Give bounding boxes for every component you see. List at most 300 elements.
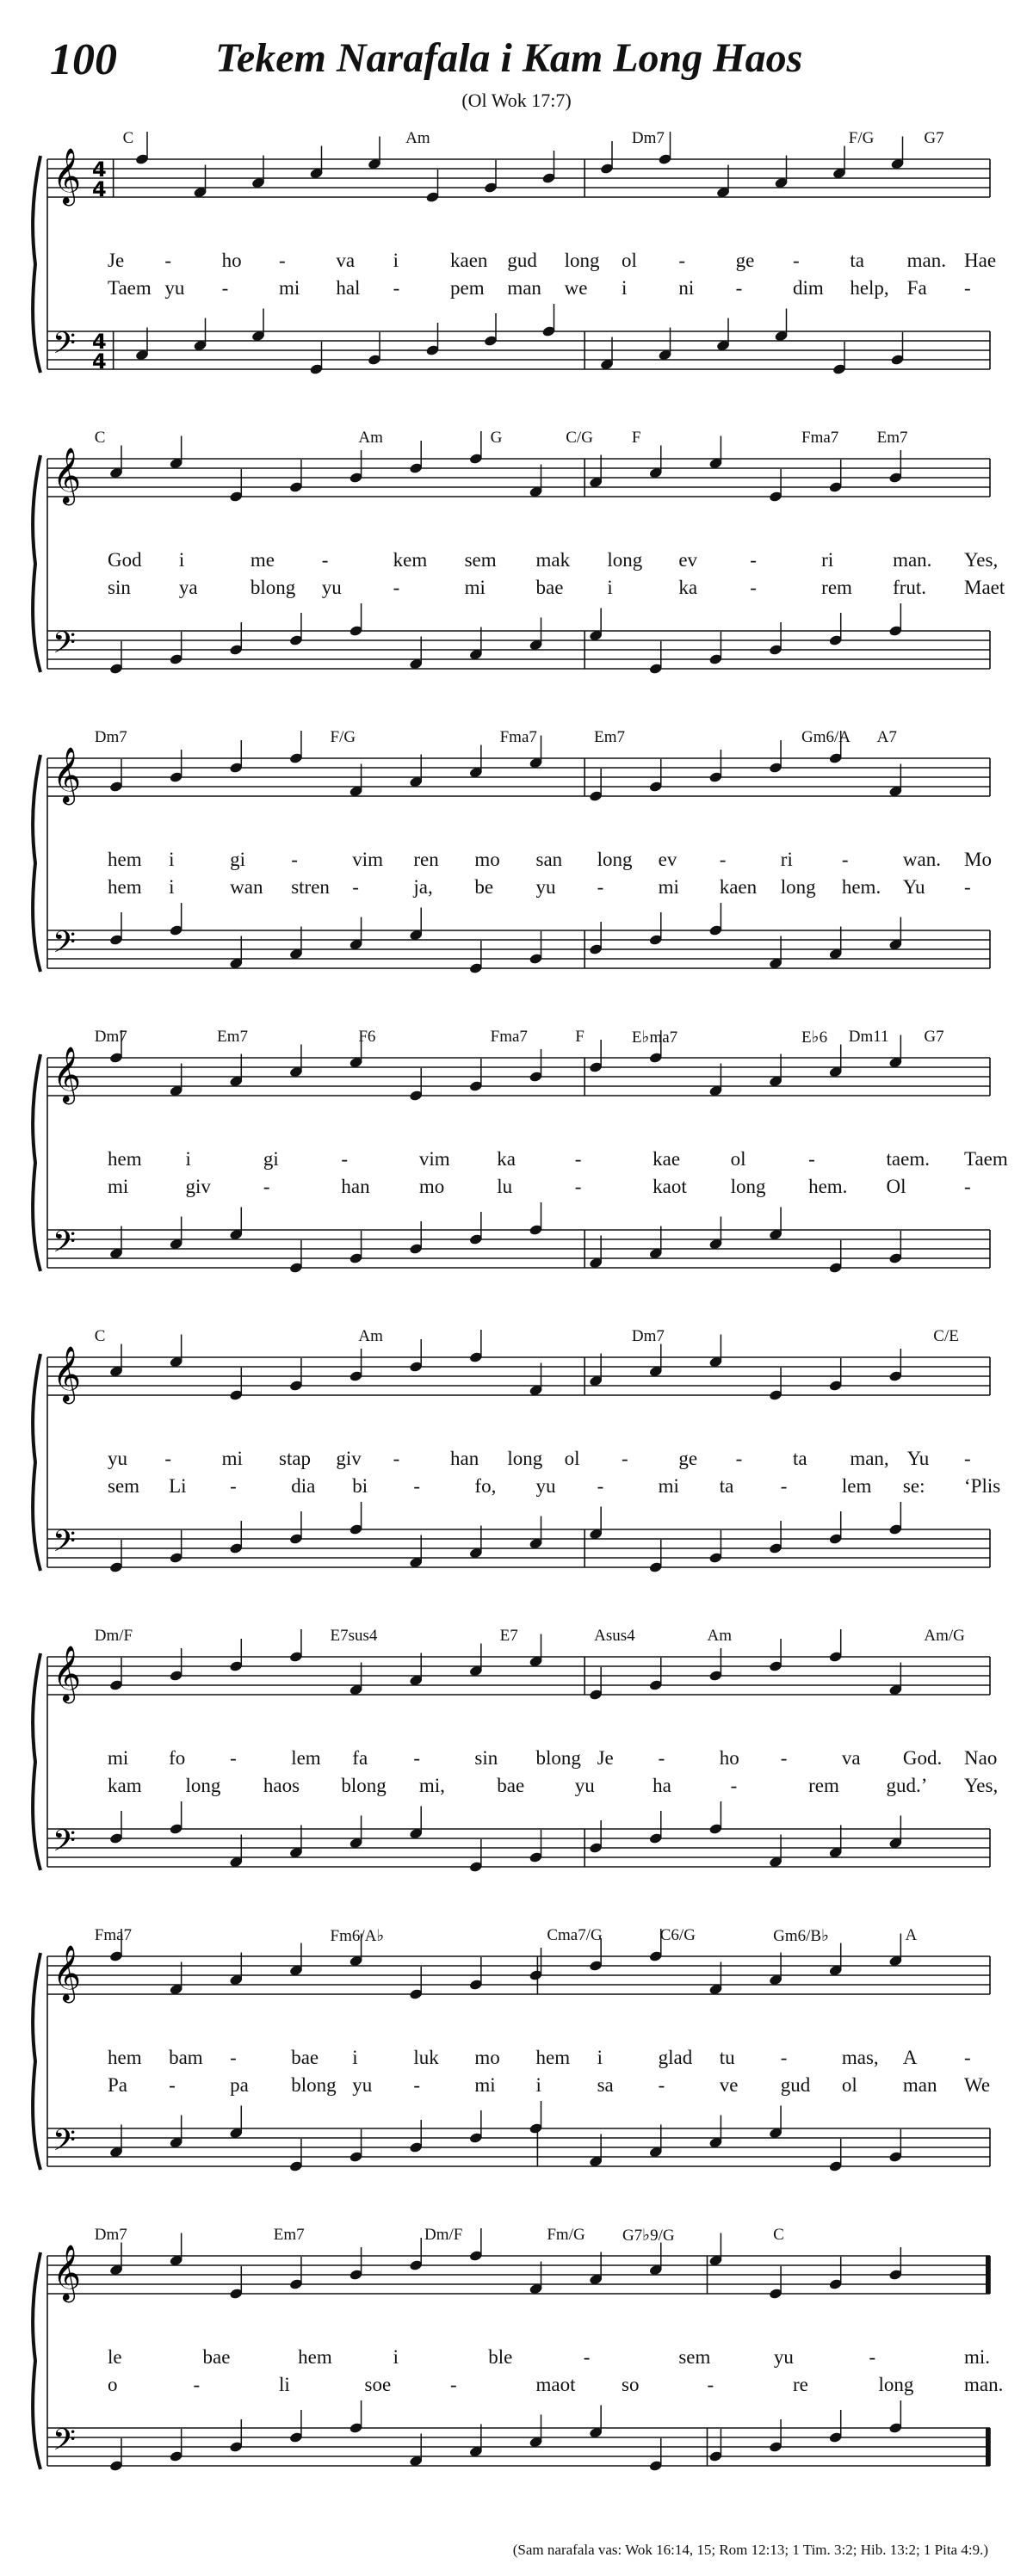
chord-symbol: F/G xyxy=(330,728,356,746)
chord-symbol: F xyxy=(575,1028,585,1046)
chord-symbol: Fm/G xyxy=(547,2226,585,2244)
lyric-syllable: bae xyxy=(291,2047,319,2068)
lyric-syllable: - xyxy=(597,876,604,898)
lyric-syllable: man xyxy=(507,277,541,299)
lyric-syllable: frut. xyxy=(893,577,927,598)
final-barline xyxy=(986,2256,990,2294)
lyric-syllable: sin xyxy=(108,577,131,598)
lyric-syllable: gud xyxy=(780,2074,811,2096)
lyric-syllable: ta xyxy=(793,1448,807,1469)
chord-symbol: Dm7 xyxy=(94,1028,127,1046)
lyric-syllable: i xyxy=(393,250,399,271)
lyric-syllable: - xyxy=(964,1448,971,1469)
lyric-syllable: Taem xyxy=(108,277,152,299)
chord-symbol: Em7 xyxy=(594,728,625,746)
lyric-syllable: hem. xyxy=(808,1176,848,1197)
lyric-syllable: ev xyxy=(658,849,677,870)
lyric-syllable: kaen xyxy=(719,876,758,898)
lyric-syllable: - xyxy=(164,250,171,271)
chord-symbol: F/G xyxy=(848,129,875,147)
lyric-verse-1 xyxy=(0,1448,1033,1472)
lyric-syllable: pem xyxy=(450,277,485,299)
lyric-syllable: - xyxy=(780,1747,788,1769)
chord-symbol: G xyxy=(490,429,503,447)
lyric-syllable: kaen xyxy=(450,250,488,271)
lyric-syllable: hem xyxy=(108,1148,142,1170)
lyric-verse-2 xyxy=(0,577,1033,601)
lyric-syllable: mi xyxy=(221,1448,243,1469)
lyric-verse-1 xyxy=(0,549,1033,573)
lyric-syllable: i xyxy=(169,849,175,870)
bass-staff xyxy=(47,304,990,375)
lyric-syllable: lem xyxy=(841,1475,872,1497)
lyric-syllable: kae xyxy=(653,1148,681,1170)
lyric-syllable: - xyxy=(230,1475,237,1497)
lyric-syllable: ja, xyxy=(413,876,433,898)
treble-staff xyxy=(47,1929,990,2003)
lyric-syllable: - xyxy=(321,549,329,571)
lyric-syllable: - xyxy=(341,1148,349,1170)
lyric-syllable: mi xyxy=(108,1176,129,1197)
chord-symbol: Dm11 xyxy=(848,1028,889,1046)
lyric-syllable: bae xyxy=(497,1775,525,1796)
lyric-syllable: mo xyxy=(474,2047,500,2068)
lyric-syllable: man. xyxy=(906,250,947,271)
lyric-verse-2 xyxy=(0,1775,1033,1799)
lyric-syllable: taem. xyxy=(886,1148,930,1170)
time-signature-bottom: 4 xyxy=(92,349,107,374)
lyric-syllable: - xyxy=(622,1448,628,1469)
chord-symbol: C6/G xyxy=(659,1926,696,1944)
chord-symbol: Am/G xyxy=(924,1627,965,1645)
lyric-syllable: - xyxy=(964,1176,971,1197)
lyric-syllable: hem xyxy=(535,2047,571,2068)
lyric-syllable: - xyxy=(583,2346,591,2368)
final-barline xyxy=(986,2428,990,2466)
chord-symbol: Fma7 xyxy=(94,1926,133,1944)
time-signature-bottom: 4 xyxy=(92,177,107,201)
lyric-syllable: han xyxy=(341,1176,370,1197)
lyric-syllable: kam xyxy=(108,1775,142,1796)
treble-staff xyxy=(47,2228,990,2302)
lyric-syllable: vim xyxy=(352,849,384,870)
lyric-syllable: lem xyxy=(291,1747,321,1769)
lyric-syllable: Pa xyxy=(108,2074,127,2096)
lyric-syllable: - xyxy=(869,2346,876,2368)
lyric-syllable: ev xyxy=(678,549,698,571)
lyric-syllable: han xyxy=(450,1448,479,1469)
lyric-verse-2 xyxy=(0,277,1033,301)
bass-staff xyxy=(47,1801,990,1873)
lyric-syllable: - xyxy=(574,1148,582,1170)
lyric-syllable: rem xyxy=(808,1775,839,1796)
lyric-syllable: Je xyxy=(108,250,125,271)
bass-clef: 𝄢 xyxy=(53,325,77,368)
lyric-syllable: maot xyxy=(535,2374,576,2395)
lyric-syllable: mak xyxy=(535,549,571,571)
lyric-syllable: ka xyxy=(497,1148,516,1170)
lyric-syllable: li xyxy=(279,2374,290,2395)
lyric-syllable: - xyxy=(658,1747,665,1769)
lyric-syllable: va xyxy=(336,250,356,271)
lyric-syllable: ta xyxy=(850,250,864,271)
lyric-syllable: i xyxy=(535,2074,541,2096)
chord-symbol: Dm/F xyxy=(94,1627,133,1645)
time-signature-top: 4 xyxy=(92,158,107,182)
chord-symbol: G7 xyxy=(924,129,944,147)
lyric-syllable: - xyxy=(841,849,849,870)
lyric-syllable: ol xyxy=(730,1148,746,1170)
lyric-syllable: - xyxy=(413,1747,421,1769)
lyric-syllable: le xyxy=(108,2346,122,2368)
lyric-syllable: - xyxy=(574,1176,582,1197)
chord-symbol: Gm6/A xyxy=(801,728,851,746)
lyric-syllable: ri xyxy=(821,549,834,571)
lyric-syllable: i xyxy=(185,1148,191,1170)
lyric-syllable: vim xyxy=(418,1148,450,1170)
lyric-syllable: - xyxy=(169,2074,176,2096)
chord-symbol: Am xyxy=(405,129,430,147)
lyric-syllable: man xyxy=(902,2074,937,2096)
chord-symbol: E7sus4 xyxy=(330,1627,378,1645)
lyric-syllable: i xyxy=(597,2047,603,2068)
lyric-syllable: gi xyxy=(230,849,246,870)
lyric-syllable: Ol xyxy=(886,1176,906,1197)
lyric-syllable: Yu xyxy=(902,876,925,898)
music-system xyxy=(0,728,1033,1021)
lyric-syllable: ge xyxy=(678,1448,698,1469)
lyric-syllable: hem xyxy=(108,849,142,870)
chord-symbol: C xyxy=(94,1327,106,1345)
chord-symbol: Dm7 xyxy=(631,129,665,147)
lyric-syllable: ol xyxy=(622,250,637,271)
lyric-syllable: Taem xyxy=(964,1148,1008,1170)
lyric-syllable: yu xyxy=(535,876,556,898)
lyric-syllable: luk xyxy=(413,2047,439,2068)
chord-symbol: Em7 xyxy=(217,1028,248,1046)
lyric-syllable: - xyxy=(678,250,685,271)
bass-staff xyxy=(47,2400,990,2472)
music-system xyxy=(0,2226,1033,2518)
chord-symbol: Fma7 xyxy=(499,728,537,746)
lyric-syllable: - xyxy=(393,1448,400,1469)
bass-clef: 𝄢 xyxy=(53,2122,77,2165)
lyric-syllable: kaot xyxy=(653,1176,687,1197)
lyric-syllable: long xyxy=(507,1448,543,1469)
lyric-syllable: long xyxy=(185,1775,221,1796)
lyric-syllable: - xyxy=(750,549,757,571)
lyric-syllable: long xyxy=(597,849,633,870)
treble-staff xyxy=(47,1330,990,1404)
lyric-syllable: sin xyxy=(474,1747,498,1769)
lyric-syllable: - xyxy=(193,2374,201,2395)
time-signature-top: 4 xyxy=(92,330,107,354)
music-system xyxy=(0,129,1033,422)
lyric-syllable: - xyxy=(730,1775,738,1796)
lyric-verse-2 xyxy=(0,1475,1033,1499)
lyric-syllable: - xyxy=(964,277,971,299)
lyric-syllable: bi xyxy=(352,1475,368,1497)
lyric-syllable: va xyxy=(841,1747,861,1769)
lyric-verse-1 xyxy=(0,2047,1033,2071)
lyric-syllable: long xyxy=(564,250,600,271)
treble-staff xyxy=(47,431,990,505)
scripture-reference: (Ol Wok 17:7) xyxy=(461,90,572,111)
lyric-syllable: - xyxy=(393,577,400,598)
lyric-syllable: i xyxy=(607,577,613,598)
lyric-verse-1 xyxy=(0,849,1033,873)
lyric-syllable: giv xyxy=(336,1448,362,1469)
lyric-syllable: ol xyxy=(564,1448,580,1469)
lyric-syllable: mi xyxy=(464,577,486,598)
treble-clef: 𝄞 xyxy=(53,1646,82,1702)
lyric-syllable: hem xyxy=(108,2047,142,2068)
treble-clef: 𝄞 xyxy=(53,448,82,503)
treble-clef: 𝄞 xyxy=(53,1346,82,1402)
lyric-syllable: hem xyxy=(108,876,142,898)
lyric-syllable: - xyxy=(750,577,757,598)
treble-clef: 𝄞 xyxy=(53,1047,82,1103)
bass-clef: 𝄢 xyxy=(53,2422,77,2464)
lyric-syllable: san xyxy=(535,849,563,870)
lyric-syllable: - xyxy=(707,2374,714,2395)
lyric-syllable: ren xyxy=(413,849,439,870)
lyric-syllable: - xyxy=(393,277,400,299)
footnote-scriptures: (Sam narafala vas: Wok 16:14, 15; Rom 12:13; 1 Tim. 3:2; Hib. 13:2; 1 Pita 4:9.) xyxy=(512,2542,988,2558)
lyric-syllable: hal xyxy=(336,277,361,299)
lyric-syllable: man, xyxy=(850,1448,889,1469)
lyric-syllable: - xyxy=(263,1176,270,1197)
lyric-syllable: - xyxy=(780,1475,788,1497)
lyric-syllable: Maet xyxy=(964,577,1005,598)
lyric-syllable: fo, xyxy=(474,1475,497,1497)
chord-symbol: Asus4 xyxy=(594,1627,635,1645)
chord-symbol: G7 xyxy=(924,1028,944,1046)
lyric-syllable: - xyxy=(221,277,229,299)
lyric-syllable: bae xyxy=(202,2346,231,2368)
lyric-syllable: Fa xyxy=(906,277,927,299)
chord-symbol: C xyxy=(94,429,106,447)
lyric-verse-2 xyxy=(0,1176,1033,1200)
chord-symbol: Fma7 xyxy=(490,1028,528,1046)
lyric-syllable: yu xyxy=(164,277,185,299)
lyric-syllable: - xyxy=(735,277,743,299)
bass-staff xyxy=(47,903,990,974)
lyric-syllable: stren xyxy=(291,876,330,898)
chord-symbol: A xyxy=(905,1926,918,1944)
lyric-syllable: man. xyxy=(893,549,932,571)
lyric-syllable: - xyxy=(964,2047,971,2068)
lyric-syllable: long xyxy=(878,2374,914,2395)
lyric-syllable: haos xyxy=(263,1775,300,1796)
lyric-syllable: hem xyxy=(298,2346,332,2368)
lyric-syllable: me xyxy=(250,549,275,571)
lyric-verse-1 xyxy=(0,250,1033,274)
lyric-syllable: ble xyxy=(488,2346,513,2368)
lyric-verse-2 xyxy=(0,2074,1033,2098)
lyric-syllable: i xyxy=(169,876,175,898)
lyric-syllable: yu xyxy=(773,2346,794,2368)
lyric-syllable: ha xyxy=(653,1775,671,1796)
lyric-syllable: ri xyxy=(780,849,793,870)
lyric-syllable: stap xyxy=(279,1448,312,1469)
chord-symbol: Gm6/B♭ xyxy=(773,1927,830,1945)
chord-symbol: E♭6 xyxy=(801,1029,828,1047)
lyric-syllable: rem xyxy=(821,577,852,598)
lyric-syllable: - xyxy=(808,1148,815,1170)
lyric-syllable: - xyxy=(719,849,727,870)
lyric-syllable: - xyxy=(230,2047,237,2068)
chord-symbol: Dm7 xyxy=(94,2226,127,2244)
song-title: Tekem Narafala i Kam Long Haos xyxy=(215,35,803,81)
chord-symbol: Fm6/A♭ xyxy=(330,1927,385,1945)
lyric-syllable: blong xyxy=(341,1775,387,1796)
lyric-syllable: kem xyxy=(393,549,428,571)
lyric-verse-1 xyxy=(0,1148,1033,1172)
lyric-syllable: Hae xyxy=(964,250,997,271)
lyric-syllable: ka xyxy=(678,577,698,598)
lyric-syllable: - xyxy=(291,849,298,870)
lyric-syllable: mi, xyxy=(418,1775,445,1796)
chord-symbol: Dm7 xyxy=(94,728,127,746)
lyric-syllable: yu xyxy=(535,1475,556,1497)
bass-staff xyxy=(47,603,990,675)
lyric-syllable: yu xyxy=(352,2074,373,2096)
lyric-syllable: gud xyxy=(507,250,537,271)
lyric-syllable: sem xyxy=(108,1475,140,1497)
lyric-verse-2 xyxy=(0,876,1033,900)
lyric-syllable: - xyxy=(793,250,800,271)
lyric-syllable: ge xyxy=(735,250,755,271)
lyric-syllable: i xyxy=(622,277,628,299)
bass-clef: 𝄢 xyxy=(53,924,77,967)
lyric-syllable: glad xyxy=(658,2047,693,2068)
lyric-verse-1 xyxy=(0,1747,1033,1771)
treble-clef: 𝄞 xyxy=(53,747,82,803)
lyric-syllable: - xyxy=(279,250,286,271)
lyric-syllable: pa xyxy=(230,2074,249,2096)
lyric-syllable: mi xyxy=(658,876,679,898)
chord-symbol: C/E xyxy=(933,1327,959,1345)
lyric-syllable: man. xyxy=(964,2374,1004,2395)
lyric-syllable: long xyxy=(607,549,643,571)
lyric-syllable: Yes, xyxy=(964,549,999,571)
chord-symbol: C xyxy=(773,2226,784,2244)
bass-staff xyxy=(47,2101,990,2172)
lyric-syllable: dim xyxy=(793,277,824,299)
music-system xyxy=(0,1028,1033,1320)
lyric-syllable: ni xyxy=(678,277,695,299)
music-system xyxy=(0,1627,1033,1919)
lyric-syllable: ho xyxy=(221,250,242,271)
lyric-syllable: yu xyxy=(574,1775,595,1796)
music-system xyxy=(0,1327,1033,1620)
bass-clef: 𝄢 xyxy=(53,1823,77,1865)
lyric-syllable: bae xyxy=(535,577,564,598)
lyric-syllable: mi xyxy=(658,1475,679,1497)
treble-clef: 𝄞 xyxy=(53,2245,82,2301)
lyric-syllable: Mo xyxy=(964,849,992,870)
song-number: 100 xyxy=(50,35,117,84)
lyric-syllable: ho xyxy=(719,1747,739,1769)
lyric-syllable: We xyxy=(964,2074,991,2096)
lyric-syllable: mo xyxy=(418,1176,445,1197)
lyric-syllable: - xyxy=(164,1448,171,1469)
lyric-syllable: gi xyxy=(263,1148,279,1170)
lyric-syllable: lu xyxy=(497,1176,513,1197)
lyric-syllable: - xyxy=(658,2074,665,2096)
chord-symbol: G7♭9/G xyxy=(622,2227,675,2245)
lyric-syllable: - xyxy=(413,1475,421,1497)
bass-clef: 𝄢 xyxy=(53,1224,77,1266)
lyric-syllable: long xyxy=(780,876,816,898)
lyric-syllable: dia xyxy=(291,1475,316,1497)
chord-symbol: Am xyxy=(707,1627,732,1645)
chord-symbol: Fma7 xyxy=(801,429,839,447)
lyric-syllable: sem xyxy=(464,549,497,571)
lyric-syllable: o xyxy=(108,2374,118,2395)
lyric-syllable: God. xyxy=(902,1747,943,1769)
chord-symbol: Dm7 xyxy=(631,1327,665,1345)
lyric-syllable: mi. xyxy=(964,2346,991,2368)
lyric-syllable: sem xyxy=(678,2346,711,2368)
lyric-syllable: - xyxy=(964,876,971,898)
lyric-syllable: help, xyxy=(850,277,889,299)
lyric-syllable: - xyxy=(450,2374,457,2395)
lyric-syllable: i xyxy=(352,2047,358,2068)
treble-clef: 𝄞 xyxy=(53,148,82,204)
lyric-syllable: - xyxy=(597,1475,604,1497)
lyric-syllable: - xyxy=(413,2074,421,2096)
lyric-syllable: mi xyxy=(108,1747,129,1769)
lyric-syllable: bam xyxy=(169,2047,203,2068)
chord-symbol: E♭ma7 xyxy=(631,1029,678,1047)
lyric-syllable: we xyxy=(564,277,588,299)
bass-clef: 𝄢 xyxy=(53,625,77,667)
lyric-syllable: - xyxy=(352,876,359,898)
lyric-verse-1 xyxy=(0,2346,1033,2370)
music-system xyxy=(0,1926,1033,2219)
lyric-syllable: mi xyxy=(474,2074,496,2096)
chord-symbol: E7 xyxy=(499,1627,518,1645)
bass-staff xyxy=(47,1202,990,1274)
lyric-syllable: blong xyxy=(291,2074,337,2096)
lyric-syllable: mo xyxy=(474,849,500,870)
lyric-syllable: ve xyxy=(719,2074,739,2096)
lyric-syllable: tu xyxy=(719,2047,735,2068)
chord-symbol: C/G xyxy=(566,429,593,447)
lyric-syllable: be xyxy=(474,876,494,898)
lyric-syllable: re xyxy=(793,2374,808,2395)
lyric-syllable: Li xyxy=(169,1475,187,1497)
treble-clef: 𝄞 xyxy=(53,1945,82,2001)
chord-symbol: Cma7/G xyxy=(547,1926,603,1944)
lyric-syllable: Yu xyxy=(906,1448,930,1469)
lyric-syllable: - xyxy=(735,1448,743,1469)
lyric-syllable: mi xyxy=(279,277,300,299)
lyric-syllable: wan. xyxy=(902,849,941,870)
chord-symbol: A7 xyxy=(876,728,897,746)
chord-symbol: Am xyxy=(358,429,383,447)
treble-staff xyxy=(47,1629,990,1703)
lyric-syllable: yu xyxy=(321,577,342,598)
music-system xyxy=(0,429,1033,721)
lyric-syllable: Yes, xyxy=(964,1775,999,1796)
chord-symbol: Em7 xyxy=(876,429,908,447)
lyric-syllable: hem. xyxy=(841,876,881,898)
lyric-syllable: A xyxy=(902,2047,918,2068)
lyric-syllable: giv xyxy=(185,1176,211,1197)
